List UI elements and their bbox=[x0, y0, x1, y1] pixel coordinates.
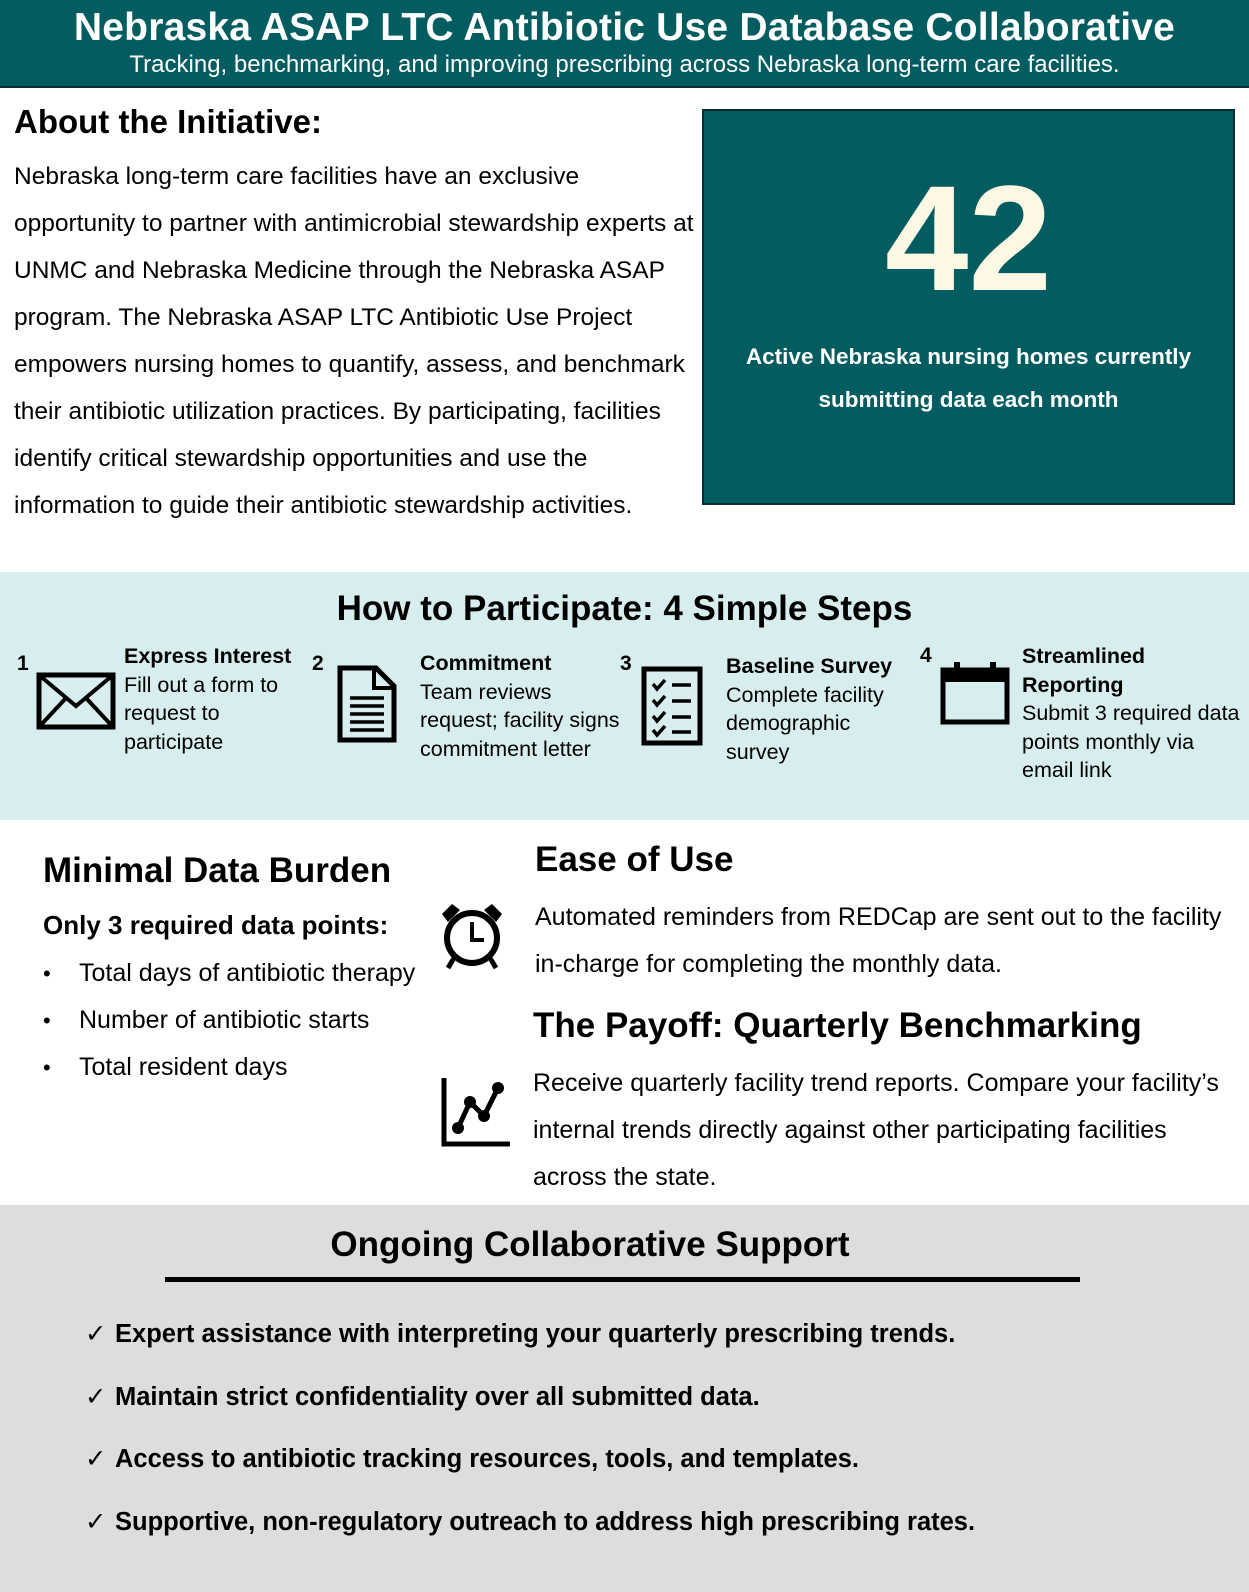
step-title: Commitment bbox=[420, 651, 552, 675]
about-text: Nebraska long-term care facilities have an exclusive opportunity to partner with antimicrobial stewardship experts at UNMC and Nebraska Medicine through the Nebraska ASAP program. The Nebraska ASAP LTC Antibiotic Use Project empowers nursing homes to quantify, assess, and benchmark their antibiotic utilization practices. By participating, facilities identify critical stewardship opportunities and use the information to guide their antibiotic stewardship activities. bbox=[14, 163, 694, 519]
list-item bbox=[85, 1428, 975, 1491]
about-title: About the Initiative: bbox=[14, 103, 322, 140]
step-number: 1 bbox=[17, 652, 29, 675]
calendar-icon bbox=[940, 660, 1010, 726]
support-item-text: Supportive, non-regulatory outreach to address high prescribing rates. bbox=[115, 1507, 976, 1536]
support-list bbox=[85, 1303, 975, 1553]
support-item-text: Access to antibiotic tracking resources, tools, and templates. bbox=[115, 1445, 859, 1473]
envelope-icon bbox=[36, 672, 116, 730]
payoff-text: Receive quarterly facility trend reports. Compare your facility’s internal trends directly against other participating facilities across the state. bbox=[533, 1069, 1219, 1191]
payoff-title: The Payoff: Quarterly Benchmarking bbox=[533, 1006, 1142, 1045]
step-title: Express Interest bbox=[124, 644, 292, 668]
stat-label: Active Nebraska nursing homes currently submitting data each month bbox=[745, 344, 1192, 412]
divider bbox=[165, 1277, 1080, 1282]
header-banner bbox=[0, 0, 1249, 88]
page-subtitle: Tracking, benchmarking, and improving prescribing across Nebraska long-term care facilities. bbox=[129, 51, 1120, 78]
support-section bbox=[0, 1205, 1249, 1592]
step-description: Submit 3 required data points monthly via email link bbox=[1022, 701, 1240, 782]
checkmark-icon: ✓ bbox=[85, 1445, 107, 1473]
ease-of-use-title: Ease of Use bbox=[535, 840, 734, 879]
list-item: • Total resident days bbox=[43, 1044, 415, 1091]
step-description: Complete facility demographic survey bbox=[726, 682, 884, 764]
steps-title: How to Participate: 4 Simple Steps bbox=[336, 589, 913, 628]
step-number: 3 bbox=[620, 652, 632, 675]
checkmark-icon: ✓ bbox=[85, 1320, 107, 1348]
list-item bbox=[85, 1303, 975, 1366]
checklist-icon bbox=[641, 666, 703, 746]
list-item: • Total days of antibiotic therapy bbox=[43, 950, 415, 997]
stat-number: 42 bbox=[885, 154, 1052, 322]
checkmark-icon: ✓ bbox=[85, 1507, 107, 1536]
support-title: Ongoing Collaborative Support bbox=[330, 1225, 850, 1264]
minimal-burden-subtitle: Only 3 required data points: bbox=[43, 910, 389, 940]
alarm-clock-icon bbox=[438, 900, 506, 972]
list-item bbox=[85, 1491, 975, 1554]
step-number: 2 bbox=[312, 652, 324, 675]
minimal-burden-title: Minimal Data Burden bbox=[43, 851, 392, 890]
step-description: Fill out a form to request to participate bbox=[124, 672, 279, 754]
support-item-text: Expert assistance with interpreting your quarterly prescribing trends. bbox=[115, 1320, 956, 1348]
support-item-text: Maintain strict confidentiality over all submitted data. bbox=[115, 1382, 760, 1411]
ease-of-use-text: Automated reminders from REDCap are sent out to the facility in-charge for completing the monthly data. bbox=[535, 903, 1222, 978]
step-title: Baseline Survey bbox=[726, 654, 893, 678]
data-points-list bbox=[43, 950, 415, 1091]
page-title: Nebraska ASAP LTC Antibiotic Use Database Collaborative bbox=[73, 6, 1176, 49]
checkmark-icon: ✓ bbox=[85, 1382, 107, 1411]
list-item bbox=[85, 1366, 975, 1429]
list-item: • Number of antibiotic starts bbox=[43, 997, 415, 1044]
step-title: Streamlined Reporting bbox=[1022, 644, 1146, 697]
stat-box bbox=[702, 109, 1235, 505]
step-description: Team reviews request; facility signs commitment letter bbox=[420, 679, 620, 761]
steps-section bbox=[0, 572, 1249, 820]
line-chart-icon bbox=[440, 1076, 512, 1148]
step-number: 4 bbox=[920, 644, 932, 667]
document-icon bbox=[336, 664, 398, 744]
